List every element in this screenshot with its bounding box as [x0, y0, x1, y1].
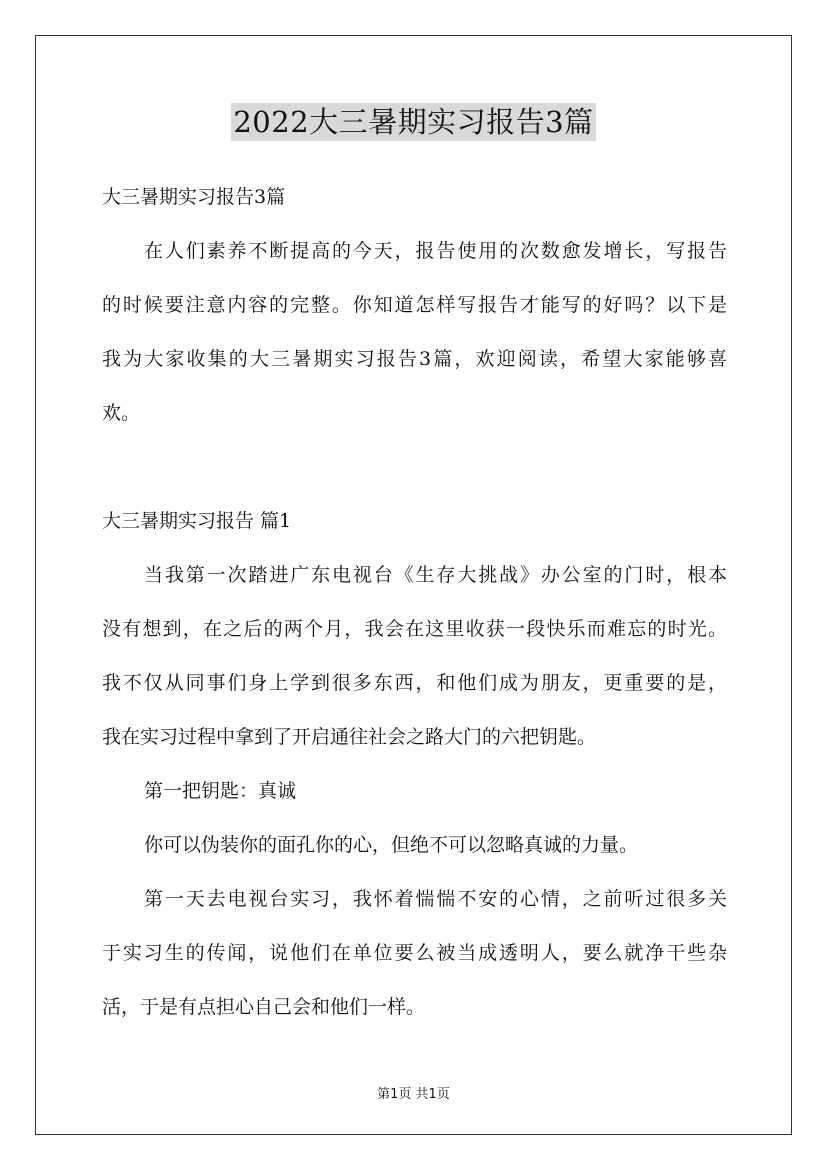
paragraph-gap: [102, 440, 727, 494]
intro-heading: 大三暑期实习报告3篇: [102, 186, 286, 208]
section1-heading: 大三暑期实习报告 篇1: [102, 510, 292, 532]
section1-line: 没有想到，在之后的两个月，我会在这里收获一段快乐而难忘的时光。: [102, 618, 727, 640]
intro-line: 欢。: [102, 402, 141, 424]
intro-line: 我为大家收集的大三暑期实习报告3篇，欢迎阅读，希望大家能够喜: [102, 348, 727, 370]
key1-line: 于实习生的传闻，说他们在单位要么被当成透明人，要么就净干些杂: [102, 942, 727, 964]
page-footer: 第1页 共1页: [377, 1087, 450, 1102]
key1-line: 活，于是有点担心自己会和他们一样。: [102, 996, 426, 1018]
section1-line: 我在实习过程中拿到了开启通往社会之路大门的六把钥匙。: [102, 726, 597, 748]
section1-line: 我不仅从同事们身上学到很多东西，和他们成为朋友，更重要的是，: [102, 672, 727, 694]
key1-quote: 你可以伪装你的面孔你的心，但绝不可以忽略真诚的力量。: [144, 834, 639, 856]
document-title-wrap: [0, 100, 827, 141]
intro-line: 在人们素养不断提高的今天，报告使用的次数愈发增长，写报告: [144, 240, 727, 262]
section1-line: 当我第一次踏进广东电视台《生存大挑战》办公室的门时，根本: [144, 564, 727, 586]
intro-line: 的时候要注意内容的完整。你知道怎样写报告才能写的好吗？以下是: [102, 294, 727, 316]
key1-line: 第一天去电视台实习，我怀着惴惴不安的心情，之前听过很多关: [144, 888, 727, 910]
key1-heading: 第一把钥匙：真诚: [144, 780, 297, 802]
document-title: 2022大三暑期实习报告3篇: [233, 105, 594, 139]
document-body: [102, 170, 727, 1034]
